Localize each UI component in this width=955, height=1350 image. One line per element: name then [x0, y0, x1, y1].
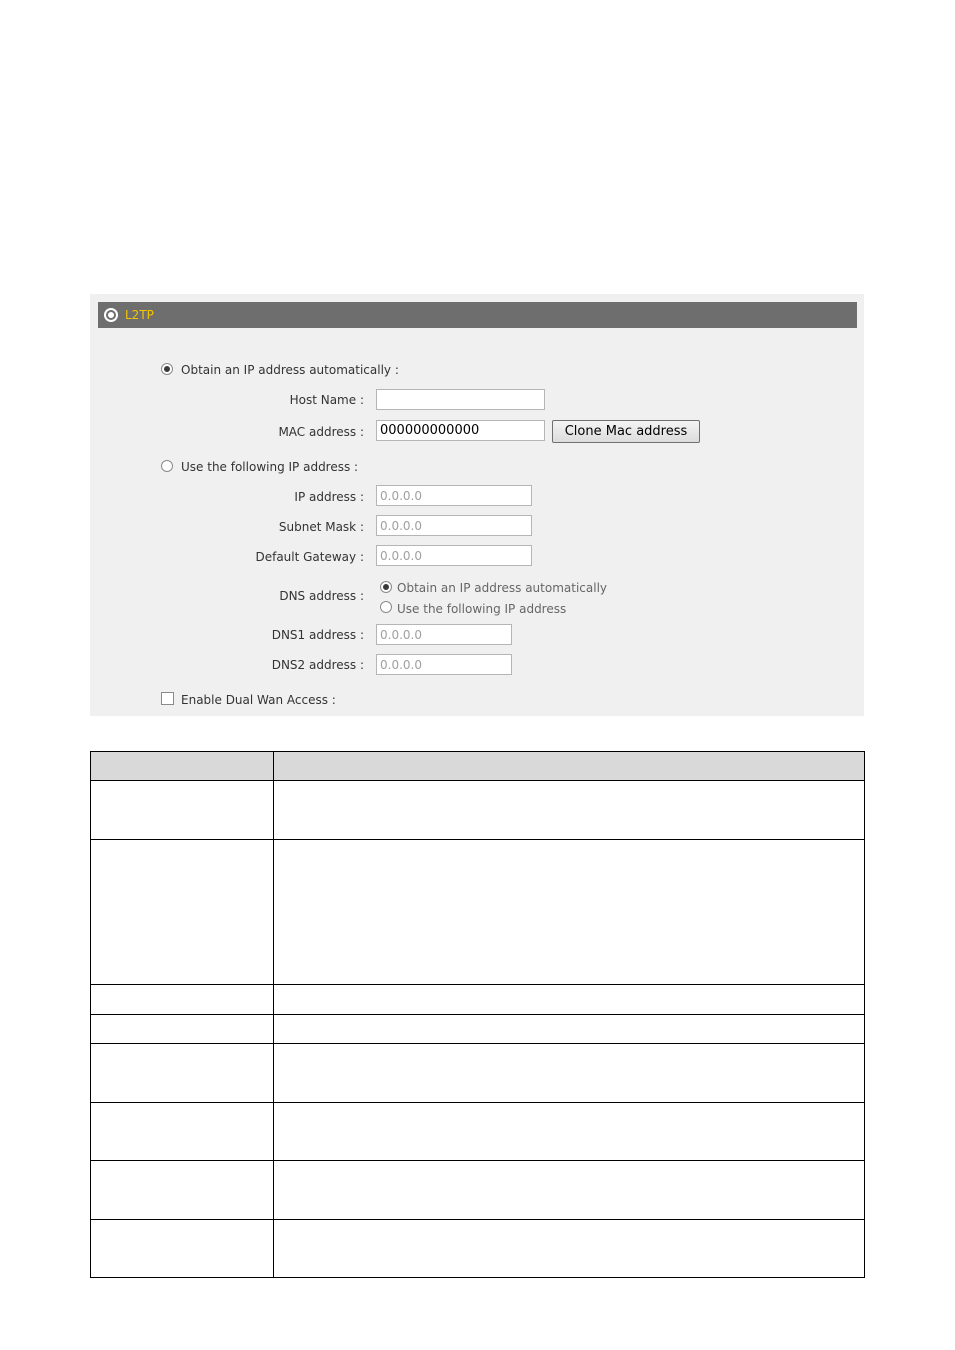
table-cell — [91, 1220, 274, 1278]
table-row — [91, 1161, 865, 1220]
host-name-label: Host Name : — [289, 393, 364, 407]
table-cell — [274, 1044, 865, 1103]
table-cell — [274, 985, 865, 1015]
table-cell — [91, 1044, 274, 1103]
header-radio-icon — [104, 308, 118, 322]
mac-address-label: MAC address : — [278, 425, 364, 439]
table-header-row — [91, 752, 865, 781]
subnet-mask-label: Subnet Mask : — [278, 520, 364, 534]
dns-use-following-label: Use the following IP address — [397, 602, 567, 616]
use-following-radio[interactable] — [161, 460, 173, 472]
table-cell — [274, 840, 865, 985]
panel-title: L2TP — [125, 308, 154, 322]
table-header-cell — [274, 752, 865, 781]
l2tp-settings-panel — [90, 294, 864, 716]
dns1-address-label: DNS1 address : — [271, 628, 364, 642]
table-cell — [274, 1015, 865, 1044]
table-cell — [91, 840, 274, 985]
mac-address-input[interactable] — [376, 420, 545, 441]
table-cell — [91, 781, 274, 840]
table-row — [91, 985, 865, 1015]
table-row — [91, 840, 865, 985]
table-row — [91, 1220, 865, 1278]
table-header-cell — [91, 752, 274, 781]
table-cell — [91, 1161, 274, 1220]
table-row — [91, 1103, 865, 1161]
dns-obtain-auto-radio[interactable] — [380, 581, 392, 593]
dns2-address-label: DNS2 address : — [271, 658, 364, 672]
subnet-mask-input[interactable] — [376, 515, 532, 536]
table-cell — [91, 1015, 274, 1044]
table-row — [91, 1044, 865, 1103]
dual-wan-label: Enable Dual Wan Access : — [181, 693, 336, 707]
dns1-address-input[interactable] — [376, 624, 512, 645]
obtain-auto-label: Obtain an IP address automatically : — [181, 363, 399, 377]
table-row — [91, 781, 865, 840]
clone-mac-button[interactable]: Clone Mac address — [552, 420, 700, 443]
obtain-auto-radio[interactable] — [161, 363, 173, 375]
dual-wan-checkbox[interactable] — [161, 692, 174, 705]
use-following-label: Use the following IP address : — [181, 460, 359, 474]
ip-address-input[interactable] — [376, 485, 532, 506]
table-cell — [91, 985, 274, 1015]
panel-header — [98, 302, 857, 328]
dns-obtain-auto-label: Obtain an IP address automatically — [397, 581, 608, 595]
table-cell — [274, 1103, 865, 1161]
default-gateway-input[interactable] — [376, 545, 532, 566]
default-gateway-label: Default Gateway : — [255, 550, 364, 564]
ip-address-label: IP address : — [294, 490, 364, 504]
host-name-input[interactable] — [376, 389, 545, 410]
table-cell — [274, 1220, 865, 1278]
dns-use-following-radio[interactable] — [380, 601, 392, 613]
table-cell — [274, 1161, 865, 1220]
dns-address-label: DNS address : — [279, 589, 364, 603]
table-cell — [274, 781, 865, 840]
table-row — [91, 1015, 865, 1044]
table-cell — [91, 1103, 274, 1161]
dns2-address-input[interactable] — [376, 654, 512, 675]
description-table — [90, 751, 865, 1278]
